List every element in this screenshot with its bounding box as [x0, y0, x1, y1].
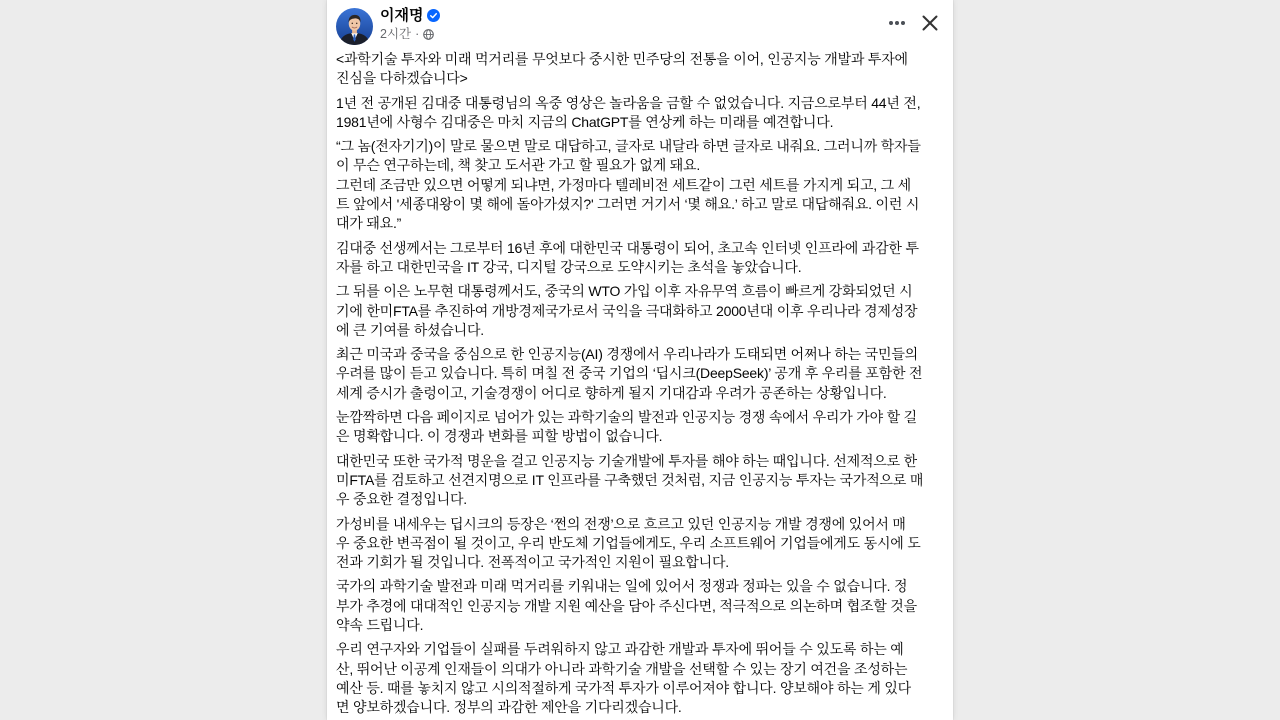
text-line: [336, 515, 946, 534]
text-line-content: 미FTA를 검토하고 선견지명으로 IT 인프라를 구축했던 것처럼, 지금 인공지능 투자는 국가적으로 매: [336, 471, 924, 488]
text-line-content: 그런데 조금만 있으면 어떻게 되냐면, 가정마다 텔레비전 세트같이 그런 세트를 가지게 되고, 그 세: [336, 176, 911, 193]
text-line-content: 진심을 다하겠습니다>: [336, 70, 468, 87]
text-line: [336, 258, 946, 277]
text-line-content: “그 놈(전자기기)이 말로 물으면 말로 대답하고, 글자로 내달라 하면 글자로 내줘요. 그러니까 학자들: [336, 138, 921, 155]
text-line: [336, 321, 946, 340]
text-line: [336, 577, 946, 596]
text-line-content: 그 뒤를 이은 노무현 대통령께서도, 중국의 WTO 가입 이후 자유무역 흐름이 빠르게 강화되었던 시: [336, 283, 913, 300]
text-line: [336, 452, 946, 471]
text-line-content: 우리 연구자와 기업들이 실패를 두려워하지 않고 과감한 개발과 투자에 뛰어들 수 있도록 하는 예: [336, 641, 904, 658]
text-line-content: <과학기술 투자와 미래 먹거리를 무엇보다 중시한 민주당의 전통을 이어, 인공지능 개발과 투자에: [336, 51, 908, 67]
text-line: [336, 384, 946, 403]
text-line-content: 은 명확합니다. 이 경쟁과 변화를 피할 방법이 없습니다.: [336, 428, 663, 445]
author-row: [380, 6, 440, 25]
post-paragraph: [336, 50, 946, 89]
text-line: [336, 345, 946, 364]
text-line: [336, 69, 946, 88]
text-line: [336, 490, 946, 509]
text-line-content: 1년 전 공개된 김대중 대통령님의 옥중 영상은 놀라움을 금할 수 없었습니다. 지금으로부터 44년 전,: [336, 94, 921, 111]
text-line-content: 에 큰 기여를 하셨습니다.: [336, 321, 484, 338]
post-paragraph: [336, 408, 946, 447]
text-line-content: 자를 하고 대한민국을 IT 강국, 디지털 강국으로 도약시키는 초석을 놓았습니다.: [336, 258, 802, 275]
text-line: [336, 137, 946, 156]
post-paragraph: [336, 640, 946, 717]
verified-badge-icon: [427, 9, 440, 22]
text-line-content: 1981년에 사형수 김대중은 마치 지금의 ChatGPT를 연상케 하는 미래를 예견합니다.: [336, 113, 834, 130]
text-line-content: 우 중요한 변곡점이 될 것이고, 우리 반도체 기업들에게도, 우리 소프트웨어 기업들에게도 동시에 도: [336, 534, 921, 551]
post-meta: [380, 26, 434, 42]
text-line: [336, 195, 946, 214]
text-line-content: 트 앞에서 '세종대왕이 몇 해에 돌아가셨지?' 그러면 거기서 ‘몇 해요.’ 하고 말로 대답해줘요. 이런 시: [336, 196, 920, 213]
text-line-content: 전과 기회가 될 것입니다. 전폭적이고 국가적인 지원이 필요합니다.: [336, 554, 729, 571]
text-line: [336, 214, 946, 233]
more-options-button[interactable]: [881, 7, 913, 39]
close-icon: [921, 14, 939, 32]
text-line-content: 눈깜짝하면 다음 페이지로 넘어가 있는 과학기술의 발전과 인공지능 경쟁 속에서 우리가 가야 할 길: [336, 409, 917, 426]
post-paragraph: [336, 515, 946, 573]
text-line: [336, 113, 946, 132]
avatar[interactable]: [336, 8, 373, 45]
text-line: [336, 640, 946, 659]
avatar-photo: [336, 8, 373, 45]
post-body: [336, 50, 946, 718]
text-line: [336, 616, 946, 635]
text-line: [336, 282, 946, 301]
text-line-content: 우려를 많이 듣고 있습니다. 특히 며칠 전 중국 기업의 ‘딥시크(DeepSeek)’ 공개 후 우리를 포함한 전: [336, 365, 923, 382]
text-line: [336, 302, 946, 321]
text-line: [336, 597, 946, 616]
text-line-content: 약속 드립니다.: [336, 617, 424, 634]
text-line-content: 이 무슨 연구하는데, 책 찾고 도서관 가고 할 필요가 없게 돼요.: [336, 157, 701, 174]
text-line-content: 기에 한미FTA를 추진하여 개방경제국가로서 국익을 극대화하고 2000년대 이후 우리나라 경제성장: [336, 302, 918, 319]
text-line: [336, 553, 946, 572]
more-horizontal-icon: [887, 13, 907, 33]
text-line: [336, 176, 946, 195]
text-line: [336, 408, 946, 427]
text-line-content: 면 양보하겠습니다. 정부의 과감한 제안을 기다리겠습니다.: [336, 699, 682, 716]
post-paragraph: [336, 282, 946, 340]
text-line-content: 대한민국 또한 국가적 명운을 걸고 인공지능 기술개발에 투자를 해야 하는 때입니다. 선제적으로 한: [336, 452, 917, 469]
text-line: [336, 534, 946, 553]
post-paragraph: [336, 239, 946, 278]
text-line: [336, 698, 946, 717]
post-paragraph: [336, 577, 946, 635]
text-line-content: 가성비를 내세우는 딥시크의 등장은 ‘쩐의 전쟁’으로 흐르고 있던 인공지능 개발 경쟁에 있어서 매: [336, 515, 906, 532]
text-line-content: 국가의 과학기술 발전과 미래 먹거리를 키워내는 일에 있어서 정쟁과 정파는 있을 수 없습니다. 정: [336, 578, 908, 595]
text-line-content: 세계 증시가 출렁이고, 기술경쟁이 어디로 향하게 될지 기대감과 우려가 공존하는 상황입니다.: [336, 384, 887, 401]
text-line: [336, 156, 946, 175]
text-line-content: 대가 돼요.”: [336, 215, 402, 232]
text-line-content: 김대중 선생께서는 그로부터 16년 후에 대한민국 대통령이 되어, 초고속 인터넷 인프라에 과감한 투: [336, 239, 919, 256]
author-name[interactable]: 이재명: [380, 7, 424, 24]
post-paragraph: [336, 345, 946, 403]
text-line: [336, 660, 946, 679]
text-line: [336, 427, 946, 446]
text-line: [336, 471, 946, 490]
globe-icon: [423, 29, 434, 40]
text-line: [336, 50, 946, 69]
post-paragraph: [336, 137, 946, 233]
text-line-content: 부가 추경에 대대적인 인공지능 개발 지원 예산을 담아 주신다면, 적극적으로 의논하며 협조할 것을: [336, 597, 917, 614]
text-line: [336, 364, 946, 383]
post-card: [327, 0, 953, 720]
meta-separator: ·: [415, 27, 420, 41]
text-line: [336, 679, 946, 698]
text-line-content: 예산 등. 때를 놓치지 않고 시의적절하게 국가적 투자가 이루어져야 합니다. 양보해야 하는 게 있다: [336, 679, 911, 696]
close-button[interactable]: [914, 7, 946, 39]
text-line-content: 우 중요한 결정입니다.: [336, 491, 467, 508]
post-paragraph: [336, 94, 946, 133]
text-line-content: 산, 뛰어난 이공계 인재들이 의대가 아니라 과학기술 개발을 선택할 수 있는 장기 여건을 조성하는: [336, 660, 908, 677]
text-line: [336, 94, 946, 113]
text-line-content: 최근 미국과 중국을 중심으로 한 인공지능(AI) 경쟁에서 우리나라가 도태되면 어쩌나 하는 국민들의: [336, 346, 918, 363]
post-time[interactable]: 2시간: [380, 27, 412, 41]
text-line: [336, 239, 946, 258]
post-paragraph: [336, 452, 946, 510]
